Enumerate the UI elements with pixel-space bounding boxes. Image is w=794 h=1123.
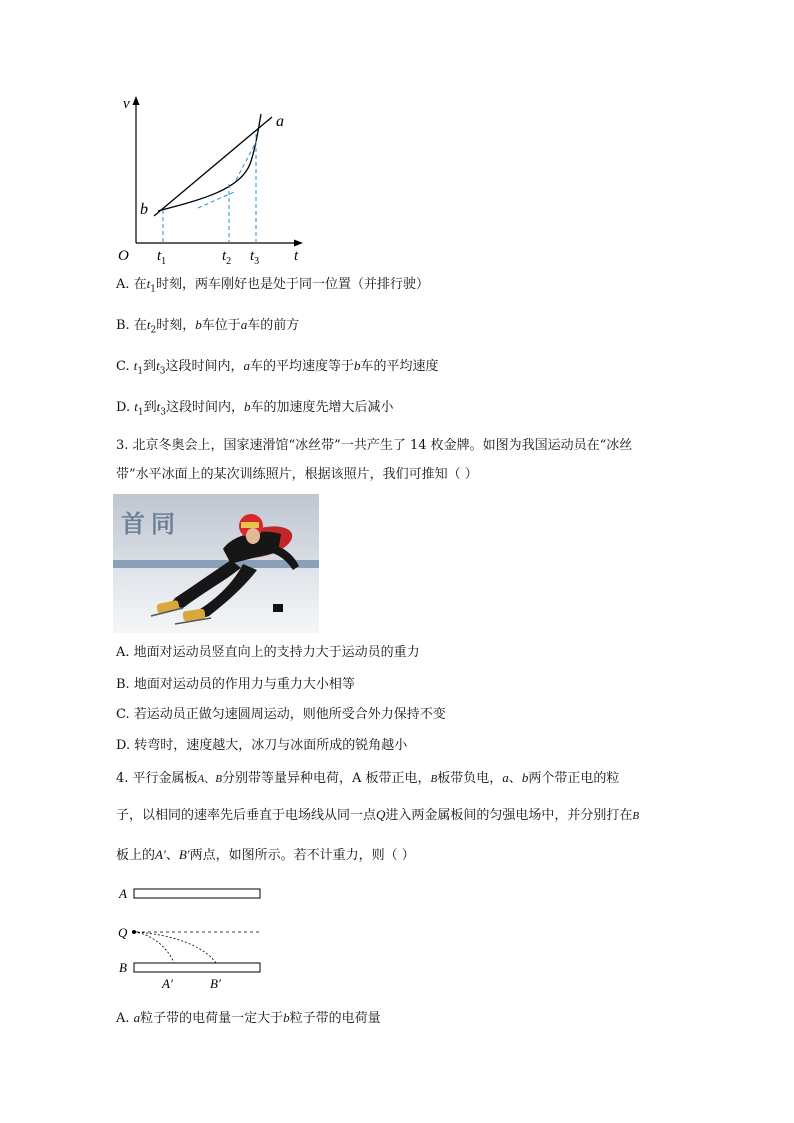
curve-b <box>158 114 261 211</box>
plate-b <box>134 963 260 972</box>
point-q-label: Q <box>118 925 128 940</box>
point-a-prime-label: A′ <box>162 976 173 991</box>
v-label: v <box>123 96 130 112</box>
t3-label: $t_3$ <box>250 248 260 267</box>
skater-photo <box>113 494 319 633</box>
q3-option-b: B. 地面对运动员的作用力与重力大小相等 <box>116 677 355 692</box>
trajectory-b <box>134 932 216 963</box>
v-axis-arrow <box>133 96 140 105</box>
plate-b-label: B <box>119 960 127 975</box>
q2-option-a: A. 在$t_1$时刻，两车刚好也是处于同一位置（并排行驶） <box>116 276 430 295</box>
b-label: b <box>140 201 148 218</box>
q3-stem-line1: 3. 北京冬奥会上，国家速滑馆“冰丝带”一共产生了 14 枚金牌。如图为我国运动员在“冰丝 <box>116 438 633 453</box>
q2-option-b: B. 在$t_2$时刻，b车位于a车的前方 <box>116 317 300 336</box>
q3-option-a: A. 地面对运动员竖直向上的支持力大于运动员的重力 <box>116 645 420 660</box>
a-label: a <box>276 113 284 130</box>
t1-label: $t_1$ <box>157 248 167 267</box>
point-b-prime-label: B′ <box>210 976 221 991</box>
q3-stem-line2: 带”水平冰面上的某次训练照片，根据该照片，我们可推知（ ） <box>116 467 478 482</box>
q4-option-a: A. a粒子带的电荷量一定大于b粒子带的电荷量 <box>116 1010 381 1026</box>
t-axis-arrow <box>294 240 303 247</box>
photo-wall-text: 首 同 <box>121 512 175 538</box>
q2-option-c: C. $t_1$到$t_3$这段时间内，a车的平均速度等于b车的平均速度 <box>116 358 439 377</box>
plates-diagram <box>112 880 272 995</box>
q3-option-c: C. 若运动员正做匀速圆周运动，则他所受合外力保持不变 <box>116 707 446 722</box>
q2-option-d: D. $t_1$到$t_3$这段时间内，b车的加速度先增大后减小 <box>116 399 394 418</box>
q4-stem-line1: 4. 平行金属板A、B分别带等量异种电荷，A 板带正电，B板带负电，a、b两个带正电的粒 <box>116 770 620 786</box>
tangent-2 <box>236 142 256 180</box>
origin-label: O <box>118 248 129 264</box>
vt-graph <box>110 92 310 267</box>
plate-a-label: A <box>119 886 127 901</box>
q4-stem-line3: 板上的A′、B′两点，如图所示。若不计重力，则（ ） <box>116 847 415 863</box>
t-label: t <box>294 248 299 264</box>
t2-label: $t_2$ <box>222 248 232 267</box>
q3-option-d: D. 转弯时，速度越大，冰刀与冰面所成的锐角越小 <box>116 738 408 753</box>
q4-stem-line2: 子，以相同的速率先后垂直于电场线从同一点Q进入两金属板间的匀强电场中，并分别打在B <box>116 807 640 823</box>
plate-a <box>134 889 260 898</box>
trajectory-a <box>134 932 174 963</box>
